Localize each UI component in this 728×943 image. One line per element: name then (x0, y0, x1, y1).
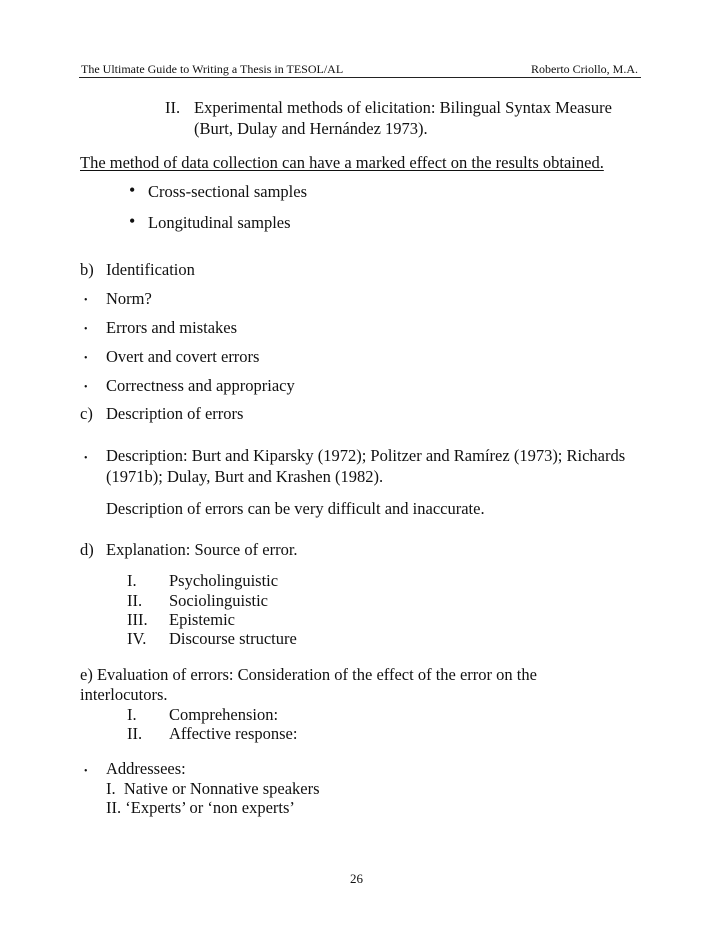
roman-numeral: I. (127, 571, 137, 590)
bullet-icon: • (84, 353, 88, 364)
description-line-2: (1971b); Dulay, Burt and Krashen (1982). (106, 467, 384, 486)
addressees-item: II. ‘Experts’ or ‘non experts’ (106, 798, 295, 817)
list-item: Affective response: (169, 724, 298, 743)
data-collection-statement: The method of data collection can have a marked effect on the results obtained. (80, 153, 604, 172)
addressees-title: Addressees: (106, 759, 186, 778)
roman-numeral: I. (127, 705, 137, 724)
addressees-item: I. Native or Nonnative speakers (106, 779, 320, 798)
header-rule (79, 77, 641, 78)
roman-numeral: IV. (127, 629, 147, 648)
list-item: Errors and mistakes (106, 318, 238, 337)
running-header-title: The Ultimate Guide to Writing a Thesis in TESOL/AL (81, 62, 344, 76)
list-item: Correctness and appropriacy (106, 376, 295, 395)
bullet-icon: • (84, 324, 88, 335)
section-b-label: b) (80, 260, 94, 279)
list-item: Overt and covert errors (106, 347, 260, 366)
roman-numeral: III. (127, 610, 148, 629)
section-e-line-1: e) Evaluation of errors: Consideration of the effect of the error on the (80, 665, 537, 684)
bullet-icon: • (84, 295, 88, 306)
sample-item: Cross-sectional samples (148, 182, 308, 201)
sample-item: Longitudinal samples (148, 213, 291, 232)
list-item: Epistemic (169, 610, 235, 629)
bullet-icon: • (84, 766, 88, 777)
bullet-icon: • (129, 211, 136, 231)
bullet-icon: • (84, 382, 88, 393)
intro-numeral: II. (165, 98, 181, 117)
list-item: Comprehension: (169, 705, 279, 724)
bullet-icon: • (129, 180, 136, 200)
list-item: Sociolinguistic (169, 591, 268, 610)
list-item: Psycholinguistic (169, 571, 279, 590)
description-line-1: Description: Burt and Kiparsky (1972); Politzer and Ramírez (1973); Richards (106, 446, 626, 465)
running-header-author: Roberto Criollo, M.A. (531, 62, 638, 76)
list-item: Norm? (106, 289, 152, 308)
intro-line-1: Experimental methods of elicitation: Bilingual Syntax Measure (194, 98, 612, 117)
section-c-title: Description of errors (106, 404, 244, 423)
roman-numeral: II. (127, 591, 143, 610)
section-b-title: Identification (106, 260, 195, 279)
section-c-label: c) (80, 404, 93, 423)
intro-line-2: (Burt, Dulay and Hernández 1973). (194, 119, 428, 138)
section-e-line-2: interlocutors. (80, 685, 168, 704)
section-d-label: d) (80, 540, 94, 559)
list-item: Discourse structure (169, 629, 297, 648)
page-number: 26 (350, 871, 363, 886)
bullet-icon: • (84, 453, 88, 464)
roman-numeral: II. (127, 724, 143, 743)
section-d-title: Explanation: Source of error. (106, 540, 298, 559)
description-note: Description of errors can be very difficult and inaccurate. (106, 499, 485, 518)
